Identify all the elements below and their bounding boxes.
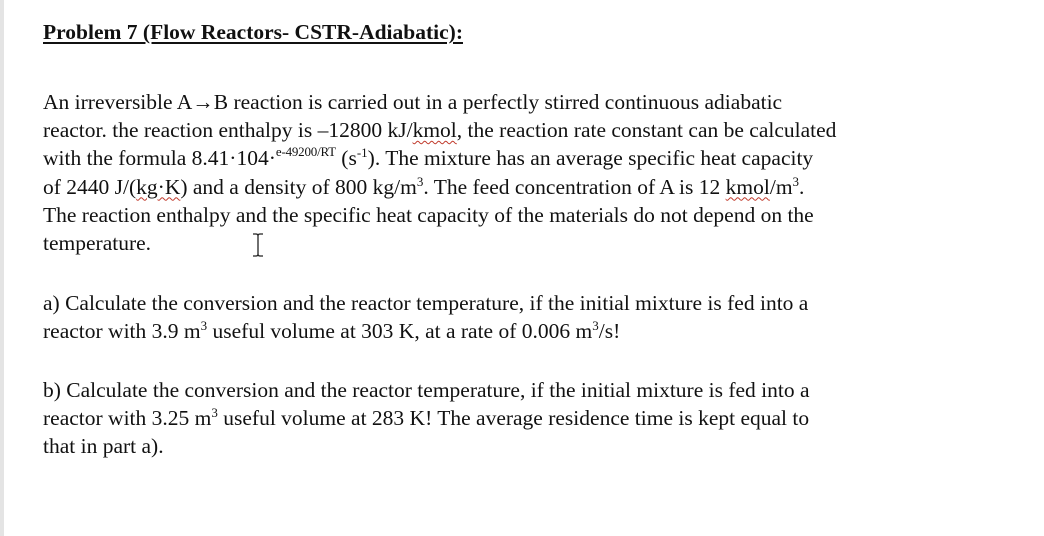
intro-line-2: reactor. the reaction enthalpy is –12800 kJ/kmol, the reaction rate constant can be calculated: [43, 118, 837, 143]
part-b-paragraph: [43, 376, 1023, 461]
intro-line-5: The reaction enthalpy and the specific heat capacity of the materials do not depend on the: [43, 202, 814, 227]
text-cursor-icon: [250, 232, 266, 258]
part-b-line-2: reactor with 3.25 $m^3$ useful volume at 283 K! The average residence time is kept equal to: [43, 404, 810, 430]
intro-paragraph: [43, 88, 1023, 257]
part-a-paragraph: [43, 289, 1023, 345]
intro-line-6: temperature.: [43, 231, 152, 256]
superscript: 3: [416, 173, 424, 189]
superscript: 3: [792, 173, 800, 189]
document: [43, 10, 1023, 460]
part-a-line-1: a) Calculate the conversion and the reactor temperature, if the initial mixture is fed into a: [43, 291, 809, 316]
superscript: 3: [211, 404, 218, 420]
part-b-line-1: b) Calculate the conversion and the reactor temperature, if the initial mixture is fed into a: [43, 377, 810, 402]
intro-line-1: An irreversible A→B reaction is carried out in a perfectly stirred continuous adiabatic: [43, 90, 783, 114]
superscript: -1: [356, 145, 368, 161]
problem-title: Problem 7 (Flow Reactors- CSTR-Adiabatic):: [43, 20, 463, 44]
exponent: e-49200/RT: [275, 144, 336, 160]
part-a-line-2: reactor with 3.9 $m^3$ useful volume at 303 K, at a rate of 0.006 $m^3/s$!: [43, 318, 621, 344]
superscript: 3: [200, 318, 208, 334]
page-edge: [0, 0, 4, 536]
spellcheck-word: kmol: [412, 118, 457, 143]
superscript: 3: [592, 318, 599, 334]
intro-line-4: of 2440 J/(kg·K) and a density of 800 $kg/m^3$. The feed concentration of A is 12 kmol/$m^3$.: [43, 173, 805, 199]
spellcheck-word: kg·K: [136, 174, 181, 199]
spellcheck-word: kmol: [725, 174, 770, 199]
part-b-line-3: that in part a).: [43, 434, 164, 459]
intro-line-3: with the formula 8.41·104·$^{e-49200/RT}$ $(s^{-1})$. The mixture has an average specific heat capacity: [43, 144, 814, 171]
